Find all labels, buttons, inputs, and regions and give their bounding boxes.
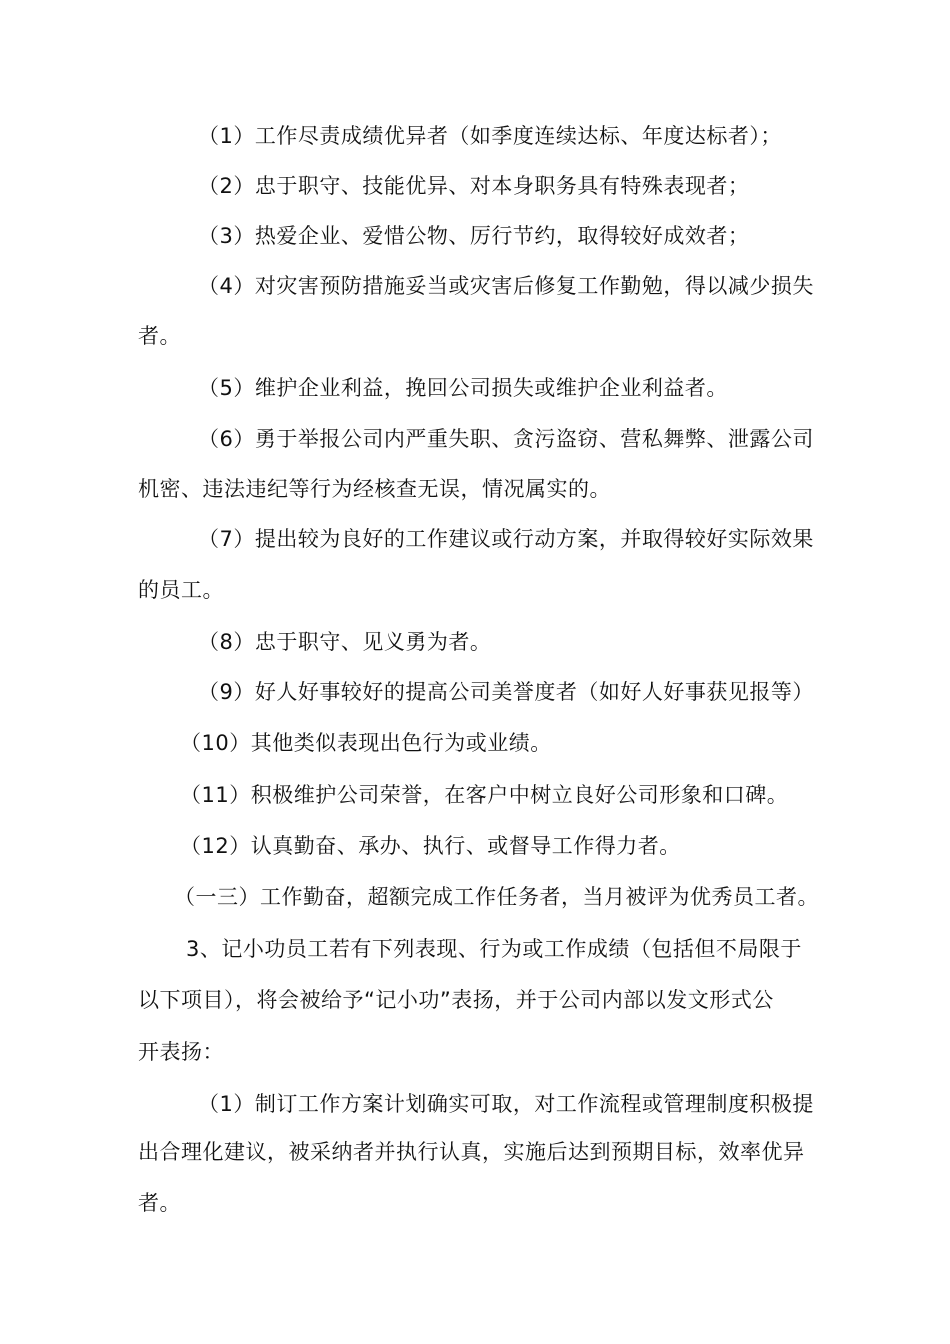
text-line-5: 者。: [138, 324, 181, 348]
text-line-3: （3）热爱企业、爱惜公物、厉行节约，取得较好成效者；: [198, 224, 750, 248]
text-line-6: （5）维护企业利益，挽回公司损失或维护企业利益者。: [198, 376, 728, 400]
text-line-12: （9）好人好事较好的提高公司美誉度者（如好人好事获见报等）: [198, 680, 814, 704]
text-line-17: 3、记小功员工若有下列表现、行为或工作成绩（包括但不局限于: [186, 937, 802, 961]
text-line-20: （1）制订工作方案计划确实可取，对工作流程或管理制度积极提: [198, 1092, 814, 1116]
text-line-2: （2）忠于职守、技能优异、对本身职务具有特殊表现者；: [198, 174, 750, 198]
text-line-13: （10）其他类似表现出色行为或业绩。: [180, 731, 552, 755]
text-line-16: （一三）工作勤奋，超额完成工作任务者，当月被评为优秀员工者。: [174, 885, 819, 909]
text-line-7: （6）勇于举报公司内严重失职、贪污盗窃、营私舞弊、泄露公司: [198, 427, 814, 451]
text-line-8: 机密、违法违纪等行为经核查无误，情况属实的。: [138, 477, 611, 501]
text-line-11: （8）忠于职守、见义勇为者。: [198, 630, 492, 654]
text-line-10: 的员工。: [138, 578, 224, 602]
text-line-15: （12）认真勤奋、承办、执行、或督导工作得力者。: [180, 834, 681, 858]
text-line-19: 开表扬：: [138, 1040, 224, 1064]
text-line-14: （11）积极维护公司荣誉，在客户中树立良好公司形象和口碑。: [180, 783, 789, 807]
text-line-4: （4）对灾害预防措施妥当或灾害后修复工作勤勉，得以减少损失: [198, 274, 814, 298]
text-line-18: 以下项目），将会被给予“记小功”表扬，并于公司内部以发文形式公: [138, 988, 774, 1012]
text-line-22: 者。: [138, 1191, 181, 1215]
text-line-1: （1）工作尽责成绩优异者（如季度连续达标、年度达标者）；: [198, 124, 782, 148]
text-line-9: （7）提出较为良好的工作建议或行动方案，并取得较好实际效果: [198, 527, 814, 551]
text-line-21: 出合理化建议，被采纳者并执行认真，实施后达到预期目标，效率优异: [138, 1140, 805, 1164]
